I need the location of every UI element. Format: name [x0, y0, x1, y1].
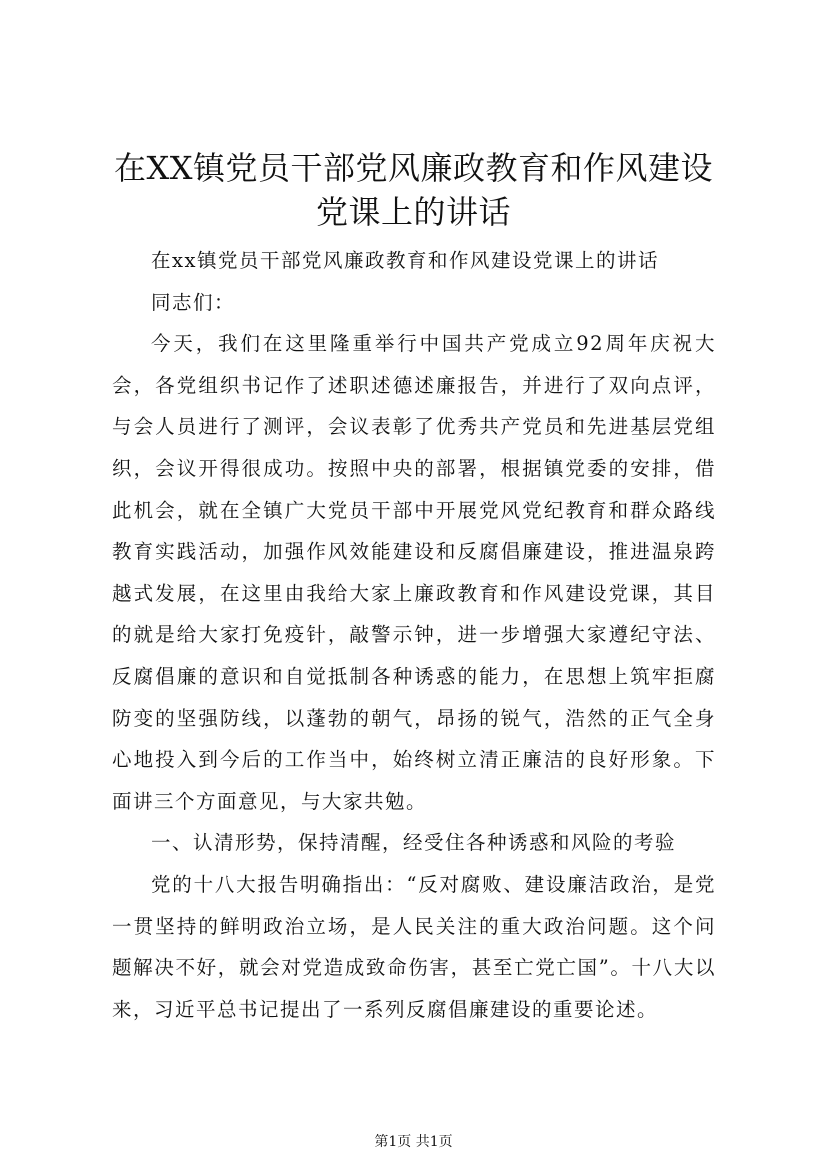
body-paragraph-intro: 今天，我们在这里隆重举行中国共产党成立92周年庆祝大会，各党组织书记作了述职述德述廉报告，并进行了双向点评，与会人员进行了测评，会议表彰了优秀共产党员和先进基层党组织，会议开得很成功。按照中央的部署，根据镇党委的安排，借此机会，就在全镇广大党员干部中开展党风党纪教育和群众路线教育实践活动，加强作风效能建设和反腐倡廉建设，推进温泉跨越式发展，在这里由我给大家上廉政教育和作风建设党课，其目的就是给大家打免疫针，敲警示钟，进一步增强大家遵纪守法、反腐倡廉的意识和自觉抵制各种诱惑的能力，在思想上筑牢拒腐防变的坚强防线，以蓬勃的朝气，昂扬的锐气，浩然的正气全身心地投入到今后的工作当中，始终树立清正廉洁的良好形象。下面讲三个方面意见，与大家共勉。 — [112, 332, 716, 813]
body-paragraph-salutation: 同志们： — [151, 290, 236, 314]
body-paragraph-subtitle: 在xx镇党员干部党风廉政教育和作风建设党课上的讲话 — [151, 249, 659, 272]
section-heading-1: 一、认清形势，保持清醒，经受住各种诱惑和风险的考验 — [151, 831, 677, 855]
document-body — [112, 240, 716, 1030]
document-title: 在XX镇党员干部党风廉政教育和作风建设党课上的讲话 — [113, 149, 714, 231]
page-footer: 第1页 共1页 — [374, 1134, 453, 1150]
body-paragraph-section-1: 党的十八大报告明确指出：“反对腐败、建设廉洁政治，是党一贯坚持的鲜明政治立场，是人民关注的重大政治问题。这个问题解决不好，就会对党造成致命伤害，甚至亡党亡国”。十八大以来，习近平总书记提出了一系列反腐倡廉建设的重要论述。 — [112, 872, 716, 1021]
